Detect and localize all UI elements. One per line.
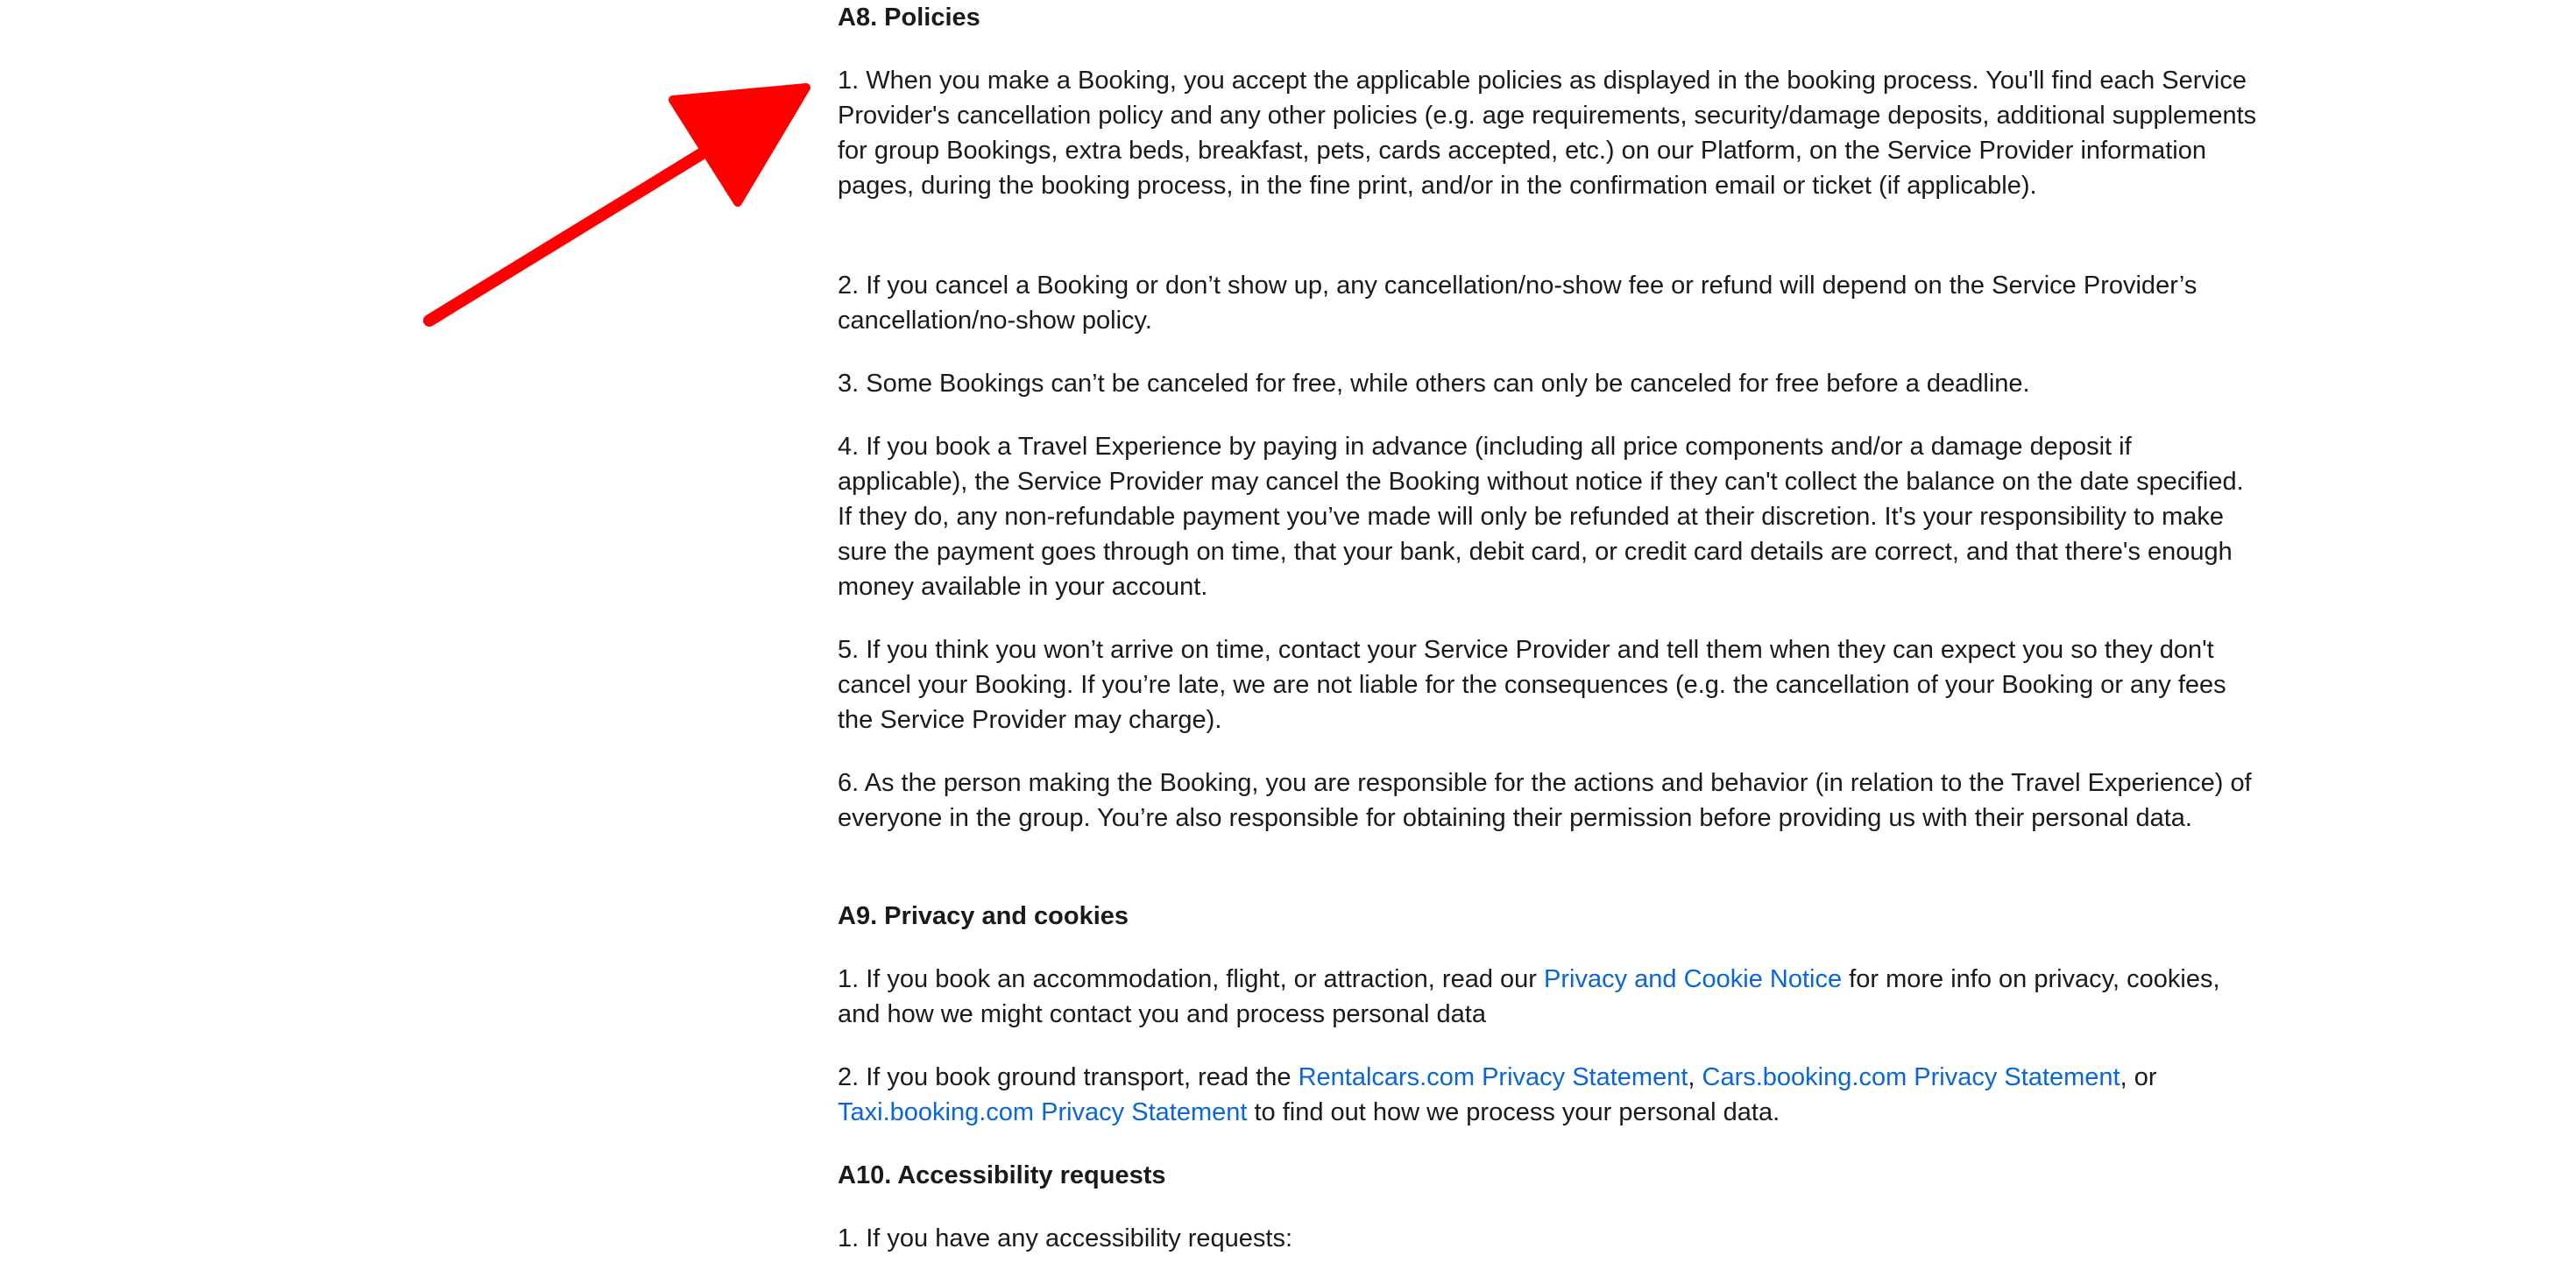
a9-p2-text-after: to find out how we process your personal data. xyxy=(1247,1098,1780,1126)
a8-paragraph-4: 4. If you book a Travel Experience by paying in advance (including all price components and/or a damage deposit if applicable), the Service Provider may cancel the Booking without notice if they can't collect the balance on the date specified. If they do, any non-refundable payment you’ve made will only be refunded at their discretion. It's your responsibility to make sure the payment goes through on time, that your bank, debit card, or credit card details are correct, and that there's enough money available in your account. xyxy=(838,433,2244,601)
a10-paragraph-1: 1. If you have any accessibility requests: xyxy=(838,1224,1293,1252)
a8-paragraph-6: 6. As the person making the Booking, you are responsible for the actions and behavior (in relation to the Travel Experience) of everyone in the group. You’re also responsible for obtaining their permission before providing us with their personal data. xyxy=(838,769,2252,832)
cars-booking-privacy-link[interactable]: Cars.booking.com Privacy Statement xyxy=(1702,1063,2120,1091)
a8-paragraph-3: 3. Some Bookings can’t be canceled for free, while others can only be canceled for free before a deadline. xyxy=(838,370,2030,398)
a8-paragraph-5: 5. If you think you won’t arrive on time, contact your Service Provider and tell them when they can expect you so they don't cancel your Booking. If you’re late, we are not liable for the consequences (e.g. the cancellation of your Booking or any fees the Service Provider may charge). xyxy=(838,636,2226,734)
a9-paragraph-2 xyxy=(838,1060,2257,1130)
a8-paragraph-2: 2. If you cancel a Booking or don’t show up, any cancellation/no-show fee or refund will depend on the Service Provider’s cancellation/no-show policy. xyxy=(838,272,2197,335)
a9-p1-text-before: 1. If you book an accommodation, flight, or attraction, read our xyxy=(838,965,1544,993)
rentalcars-privacy-link[interactable]: Rentalcars.com Privacy Statement xyxy=(1298,1063,1688,1091)
a9-p2-separator-1: , xyxy=(1688,1063,1702,1091)
a9-p2-text-before: 2. If you book ground transport, read the xyxy=(838,1063,1299,1091)
a9-p1-text-after: for more info on privacy, cookies, and how we might contact you and process personal data xyxy=(838,965,2220,1028)
taxi-booking-privacy-link[interactable]: Taxi.booking.com Privacy Statement xyxy=(838,1098,1248,1126)
privacy-cookie-notice-link[interactable]: Privacy and Cookie Notice xyxy=(1544,965,1843,993)
section-a10-heading: A10. Accessibility requests xyxy=(838,1161,1166,1189)
section-a9-heading: A9. Privacy and cookies xyxy=(838,902,1129,930)
a9-p2-separator-2: , or xyxy=(2120,1063,2157,1091)
a9-paragraph-1 xyxy=(838,962,2257,1032)
section-a8-heading: A8. Policies xyxy=(838,4,980,32)
a8-paragraph-1: 1. When you make a Booking, you accept the applicable policies as displayed in the booking process. You'll find each Service Provider's cancellation policy and any other policies (e.g. age requirements, security/damage deposits, additional supplements for group Bookings, extra beds, breakfast, pets, cards accepted, etc.) on our Platform, on the Service Provider information pages, during the booking process, in the fine print, and/or in the confirmation email or ticket (if applicable). xyxy=(838,67,2257,200)
